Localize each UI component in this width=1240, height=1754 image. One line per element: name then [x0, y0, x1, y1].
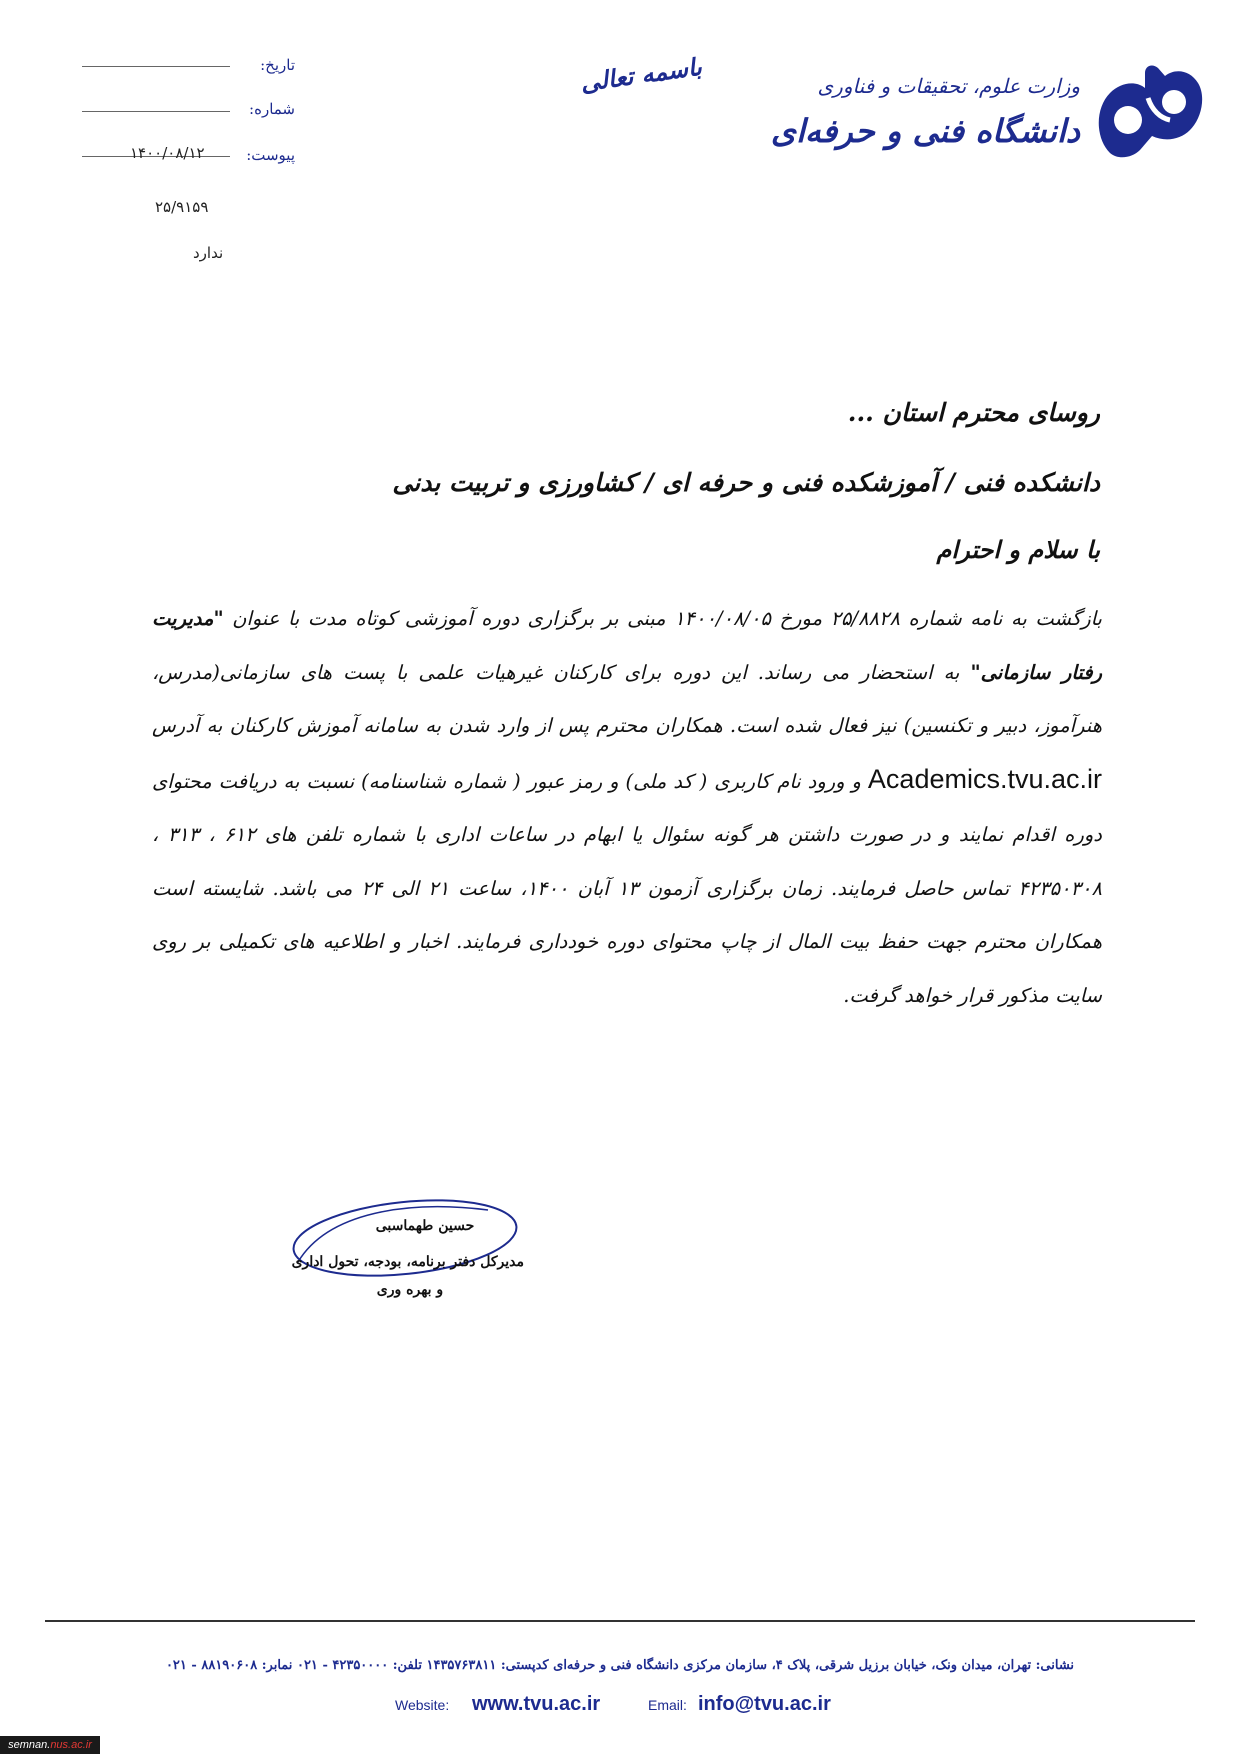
number-value: ۲۵/۹۱۵۹ — [155, 198, 209, 216]
signatory-title: مدیرکل دفتر برنامه، بودجه، تحول اداری — [291, 1254, 524, 1270]
footer-divider — [45, 1620, 1195, 1622]
course-title: "مدیریت رفتار سازمانی" — [152, 607, 1102, 684]
academics-website-link[interactable]: Academics.tvu.ac.ir — [867, 763, 1102, 794]
footer-address: نشانی: تهران، میدان ونک، خیابان برزیل شرقی، پلاک ۴، سازمان مرکزی دانشگاه فنی و حرفه‌ای کدپستی: ۱۴۳۵۷۶۳۸۱۱ تلفن: ۴۲۳۵۰۰۰۰ - ۰۲۱ نمابر: ۸۸۱۹۰۶۰۸ - ۰۲۱ — [165, 1658, 1075, 1673]
website-label: Website: — [395, 1697, 450, 1713]
greeting: با سلام و احترام — [936, 535, 1100, 564]
institutions: دانشکده فنی / آموزشکده فنی و حرفه ای / کشاورزی و تربیت بدنی — [392, 468, 1100, 497]
body-sentence-2: به استحضار می رساند. این دوره برای کارکنان غیرهیات علمی با پست های سازمانی(مدرس، هنرآموز، دبیر و تکنسین) نیز فعال شده است. همکاران محترم پس از وارد شدن به سامانه آموزش کارکنان به آدرس — [152, 660, 1102, 737]
source-watermark — [0, 1736, 100, 1754]
date-value: ۱۴۰۰/۰۸/۱۲ — [130, 144, 205, 162]
date-line — [82, 66, 230, 67]
watermark-prefix: semnan. — [8, 1739, 51, 1751]
number-label: شماره: — [249, 100, 295, 118]
watermark-domain: nus.ac.ir — [50, 1739, 92, 1751]
university-logo-icon — [1090, 58, 1208, 168]
ministry-name: وزارت علوم، تحقیقات و فناوری — [817, 74, 1080, 98]
signature-scribble-icon — [288, 1192, 523, 1284]
attachment-label: پیوست: — [246, 146, 295, 164]
signatory-name: حسین طهماسبی — [375, 1218, 475, 1234]
signatory-title-continued: و بهره وری — [376, 1282, 444, 1298]
university-name: دانشگاه فنی و حرفه‌ای — [770, 112, 1080, 150]
date-label: تاریخ: — [260, 56, 295, 74]
number-line — [82, 111, 230, 112]
addressee: روسای محترم استان ... — [847, 398, 1100, 427]
footer-website-link[interactable]: www.tvu.ac.ir — [472, 1693, 601, 1715]
bismillah-calligraphy: باسمه تعالی — [578, 51, 704, 98]
attachment-value: ندارد — [193, 244, 224, 262]
footer-email-link[interactable]: info@tvu.ac.ir — [698, 1693, 831, 1715]
body-sentence-3: و ورود نام کاربری ( کد ملی) و رمز عبور ( شماره شناسنامه) نسبت به دریافت محتوای دوره اقدام نمایند و در صورت داشتن هر گونه سئوال یا ابهام در ساعات اداری با شماره تلفن های ۶۱۲ ، ۳۱۳ ، ۴۲۳۵۰۳۰۸ تماس حاصل فرمایند. زمان برگزاری آزمون ۱۳ آبان ۱۴۰۰، ساعت ۲۱ الی ۲۴ می باشد. شایسته است همکاران محترم جهت حفظ بیت المال از چاپ محتوای دوره خودداری فرمایند. اخبار و اطلاعیه های تکمیلی بر روی سایت مذکور قرار خواهد گرفت. — [152, 769, 1102, 1007]
email-label: Email: — [648, 1697, 687, 1713]
letter-body — [152, 592, 1102, 1022]
body-sentence-1: بازگشت به نامه شماره ۲۵/۸۸۲۸ مورخ ۱۴۰۰/۰۸/۰۵ مبنی بر برگزاری دوره آموزشی کوتاه مدت با عنوان — [232, 607, 1102, 630]
